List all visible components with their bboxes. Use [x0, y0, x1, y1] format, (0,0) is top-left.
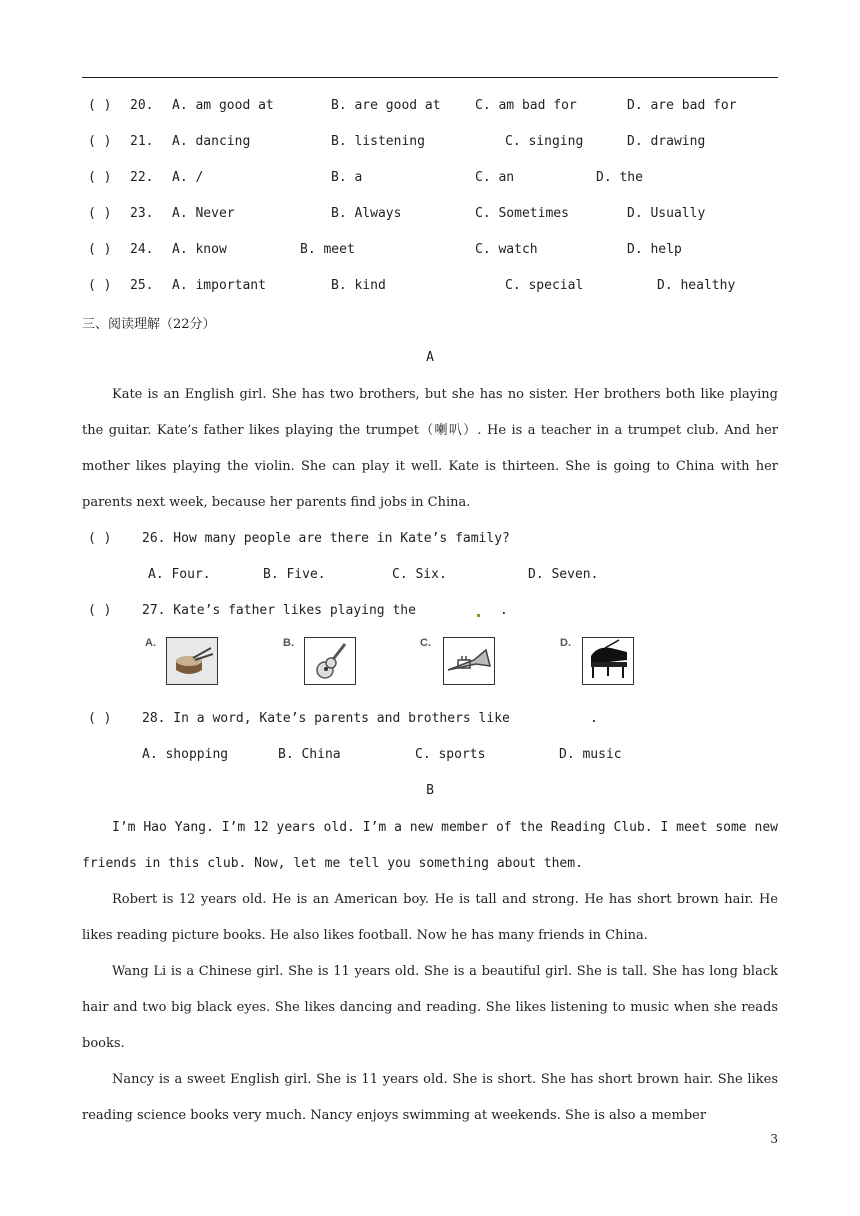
option-d: D. help	[627, 242, 682, 257]
option-d: D. drawing	[627, 134, 706, 149]
header-rule	[82, 77, 778, 78]
option-b: B. a	[331, 170, 363, 185]
passage-b-para-4: Nancy is a sweet English girl. She is 11 years old. She is short. She has short brown hair. She likes reading science books very much. Nancy enjoys swimming at weekends. She is also a member	[82, 1072, 778, 1123]
artifact-dot	[477, 614, 480, 617]
passage-b-para-3: Wang Li is a Chinese girl. She is 11 years old. She is a beautiful girl. She is tall. She has long black hair and two big black eyes. She likes dancing and reading. She likes listening to music when she reads books.	[82, 964, 778, 1051]
question-number: 20.	[130, 98, 154, 113]
option-c: C. special	[505, 278, 584, 293]
question-number: 24.	[130, 242, 154, 257]
option-c: C. am bad for	[475, 98, 577, 113]
drum-icon	[166, 637, 218, 685]
option-a: A. /	[172, 170, 204, 185]
option-a: A. important	[172, 278, 266, 293]
option-b-label: B.	[283, 637, 294, 649]
option-b: B. Always	[331, 206, 402, 221]
passage-b-label: B	[426, 783, 434, 798]
answer-blank: ( )	[88, 134, 112, 149]
option-c: C. singing	[505, 134, 584, 149]
answer-blank: ( )	[88, 170, 112, 185]
option-a: A. know	[172, 242, 227, 257]
option-a: A. Never	[172, 206, 235, 221]
page-number: 3	[770, 1132, 778, 1146]
option-a: A. dancing	[172, 134, 251, 149]
option-c: C. an	[475, 170, 515, 185]
option-b: B. kind	[331, 278, 386, 293]
option-c: C. Sometimes	[475, 206, 569, 221]
option-c-label: C.	[420, 637, 431, 649]
option-d: D. healthy	[657, 278, 736, 293]
passage-b-para-1: I’m Hao Yang. I’m 12 years old. I’m a new member of the Reading Club. I meet some new friends in this club. Now, let me tell you something about them.	[82, 820, 778, 871]
option-b: B. are good at	[331, 98, 441, 113]
answer-blank: ( )	[88, 98, 112, 113]
option-d-label: D.	[560, 637, 571, 649]
piano-icon	[582, 637, 634, 685]
question-number: 21.	[130, 134, 154, 149]
passage-a-text: Kate is an English girl. She has two brothers, but she has no sister. Her brothers both like playing the guitar. Kate’s father likes playing the trumpet（喇叭）. He is a teacher in a trumpet club. And her mother likes playing the violin. She can play it well. Kate is thirteen. She is going to China with her parents next week, because her parents find jobs in China.	[82, 387, 778, 510]
passage-a-label: A	[426, 350, 434, 365]
trumpet-icon	[443, 637, 495, 685]
answer-blank: ( )	[88, 278, 112, 293]
answer-blank: ( )	[88, 206, 112, 221]
answer-blank: ( )	[88, 242, 112, 257]
question-number: 23.	[130, 206, 154, 221]
question-number: 25.	[130, 278, 154, 293]
option-b: B. listening	[331, 134, 425, 149]
option-d: D. the	[596, 170, 643, 185]
option-d: D. Usually	[627, 206, 706, 221]
option-a: A. am good at	[172, 98, 274, 113]
option-b: B. meet	[300, 242, 355, 257]
option-d: D. are bad for	[627, 98, 737, 113]
passage-b-para-2: Robert is 12 years old. He is an American boy. He is tall and strong. He has short brown hair. He likes reading picture books. He also likes football. Now he has many friends in China.	[82, 892, 778, 943]
question-number: 22.	[130, 170, 154, 185]
section-title: 三、阅读理解（22分）	[82, 317, 216, 332]
guitar-icon	[304, 637, 356, 685]
option-c: C. watch	[475, 242, 538, 257]
option-a-label: A.	[145, 637, 156, 649]
